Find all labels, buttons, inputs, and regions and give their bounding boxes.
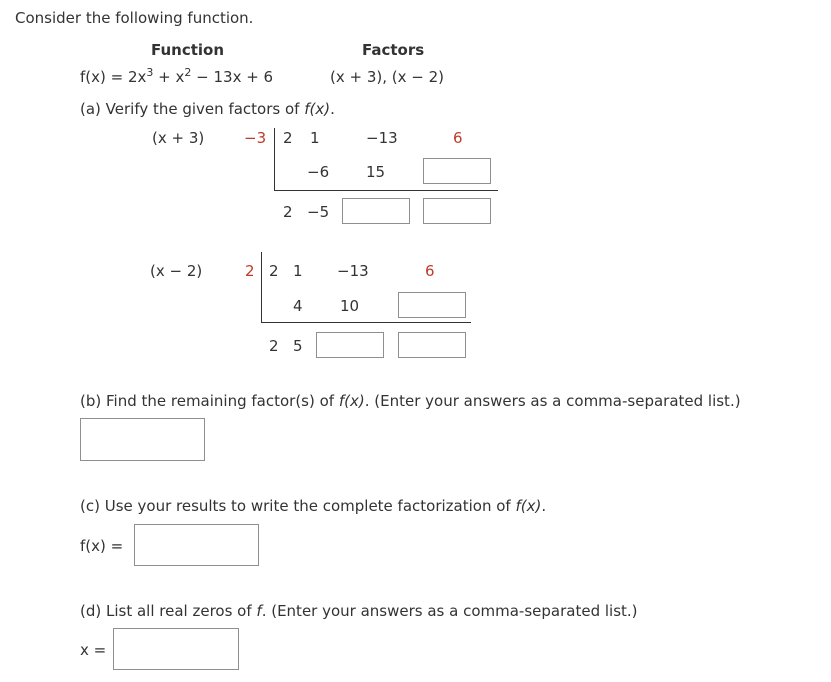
function-header: Function [151, 41, 225, 59]
function-rest: − 13x + 6 [191, 68, 274, 86]
division1-vertical-bar [274, 128, 275, 191]
division1-coef-1: 1 [310, 129, 320, 147]
part-d-text: (d) List all real zeros of [80, 602, 257, 620]
division2-coef-0: 2 [269, 262, 279, 280]
division2-bottom-1: 5 [293, 337, 303, 355]
part-b-suffix: . (Enter your answers as a comma-separated list.) [364, 392, 741, 410]
part-a-fx: f(x) [304, 100, 331, 118]
factors-header: Factors [362, 41, 425, 59]
part-b-text: (b) Find the remaining factor(s) of [80, 392, 339, 410]
part-b-fx: f(x) [338, 392, 365, 410]
part-c-prompt [80, 497, 546, 515]
function-exponent-3: 3 [146, 66, 154, 79]
zeros-label: x = [80, 641, 107, 659]
zeros-input[interactable] [113, 628, 239, 670]
remaining-factors-input[interactable] [80, 418, 205, 461]
division1-coef-2: −13 [366, 129, 398, 147]
part-c-suffix: . [541, 497, 547, 515]
part-c-fx: f(x) [515, 497, 542, 515]
division2-middle-0: 4 [293, 297, 303, 315]
division1-bottom-0: 2 [283, 203, 293, 221]
division1-bottom-input-1[interactable] [342, 198, 410, 224]
division1-bottom-input-2[interactable] [423, 198, 491, 224]
division2-coef-1: 1 [293, 262, 303, 280]
division1-bottom-1: −5 [307, 203, 330, 221]
division2-bottom-0: 2 [269, 337, 279, 355]
division1-horizontal-bar [274, 190, 498, 191]
part-c-text: (c) Use your results to write the complete factorization of [80, 497, 516, 515]
division1-coef-3: 6 [453, 129, 463, 147]
division2-middle-1: 10 [340, 297, 360, 315]
division2-coef-2: −13 [337, 262, 369, 280]
division1-middle-input[interactable] [423, 158, 491, 184]
part-b-prompt [80, 392, 741, 410]
function-exponent-2: 2 [184, 66, 192, 79]
function-expression [80, 68, 273, 86]
division2-bottom-input-1[interactable] [316, 332, 384, 358]
part-a-suffix: . [330, 100, 335, 118]
part-d-f: f [256, 602, 262, 620]
function-lhs: f(x) = 2x [80, 68, 147, 86]
factorization-input[interactable] [134, 524, 259, 566]
division2-bottom-input-2[interactable] [398, 332, 466, 358]
division2-divisor: 2 [245, 262, 255, 280]
division2-label: (x − 2) [150, 262, 203, 280]
division1-middle-1: 15 [366, 163, 386, 181]
factorization-label: f(x) = [80, 537, 124, 555]
part-d-prompt [80, 602, 638, 620]
division1-label: (x + 3) [152, 129, 205, 147]
intro-text: Consider the following function. [15, 9, 254, 27]
division1-divisor: −3 [244, 129, 267, 147]
part-a-prompt [80, 100, 335, 118]
division2-middle-input[interactable] [398, 292, 466, 318]
function-mid: + x [153, 68, 185, 86]
division2-vertical-bar [261, 252, 262, 323]
factors-text: (x + 3), (x − 2) [330, 68, 444, 86]
division2-horizontal-bar [261, 322, 471, 323]
division1-coef-0: 2 [283, 129, 293, 147]
part-d-suffix: . (Enter your answers as a comma-separated list.) [261, 602, 638, 620]
part-a-text: (a) Verify the given factors of [80, 100, 305, 118]
division2-coef-3: 6 [425, 262, 435, 280]
division1-middle-0: −6 [307, 163, 330, 181]
